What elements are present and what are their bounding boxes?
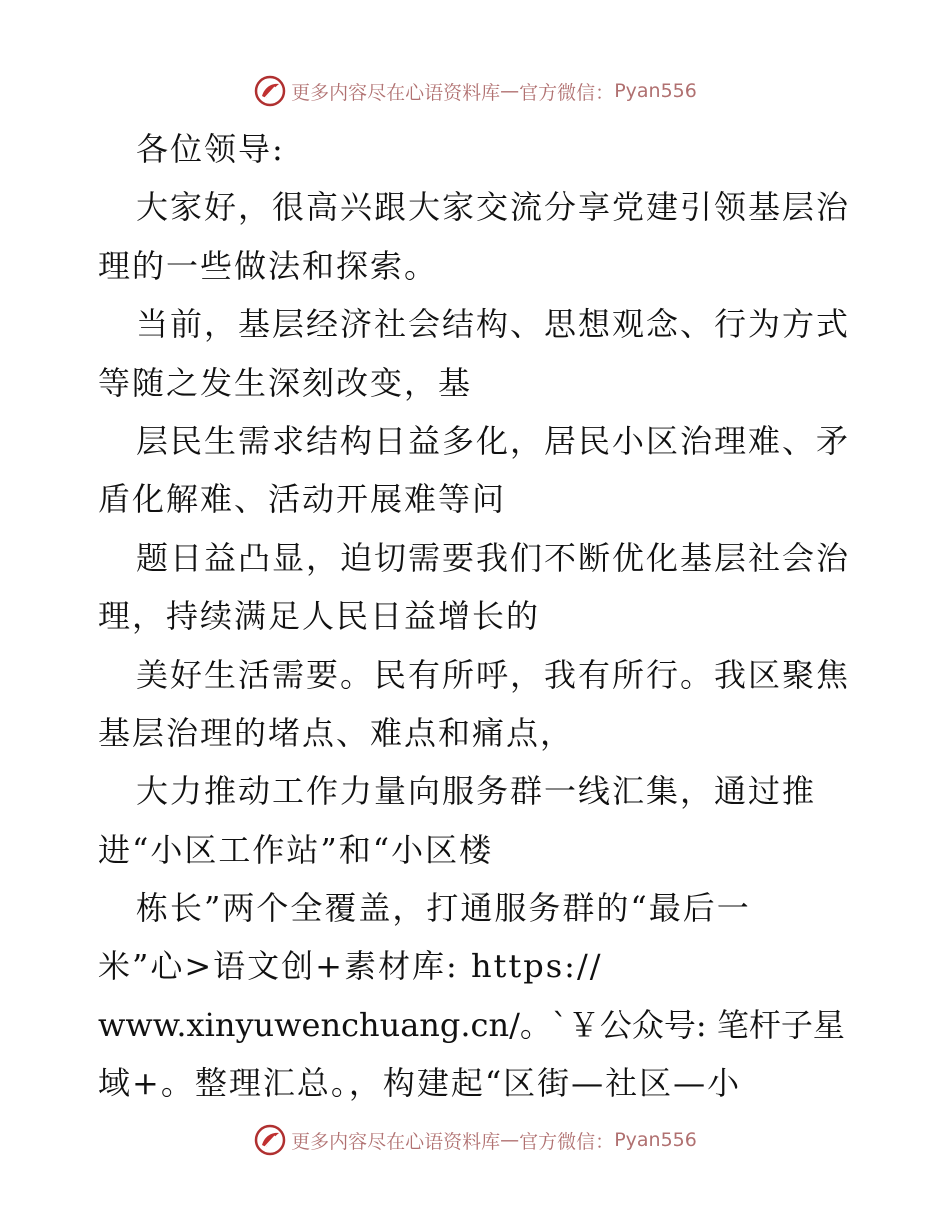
- text-line: 当前，基层经济社会结构、思想观念、行为方式: [136, 305, 851, 344]
- header-banner: [0, 71, 950, 111]
- banner-wechat-label: 官方微信：: [519, 81, 615, 104]
- banner-site-text: 更多内容尽在心语资料库: [291, 81, 501, 104]
- banner-wechat-label: 官方微信：: [519, 1130, 615, 1153]
- banner-wechat-id: Pyan556: [614, 80, 697, 102]
- document-body: [98, 120, 858, 1113]
- text-line: 大家好，很高兴跟大家交流分享党建引领基层治: [136, 188, 851, 227]
- banner-wechat-id: Pyan556: [614, 1129, 697, 1151]
- text-line: 域+。整理汇总。，构建起“区街—社区—小: [98, 1064, 742, 1103]
- text-line: www.xinyuwenchuang.cn/。`￥公众号: 笔杆子星: [98, 1005, 845, 1044]
- text-line: 各位领导:: [136, 130, 285, 168]
- text-line: 题日益凸显，迫切需要我们不断优化基层社会治: [136, 538, 851, 577]
- brand-logo-icon: [253, 1123, 287, 1157]
- banner-separator: —: [500, 80, 520, 102]
- footer-banner: [0, 1120, 950, 1160]
- text-line: 栋长”两个全覆盖，打通服务群的“最后一: [136, 889, 751, 928]
- text-line: 米”心>语文创+素材库: https://: [98, 947, 603, 986]
- banner-separator: —: [500, 1129, 520, 1151]
- text-line: 盾化解难、活动开展难等问: [98, 480, 507, 519]
- text-line: 进“小区工作站”和“小区楼: [98, 830, 494, 869]
- text-line: 美好生活需要。民有所呼，我有所行。我区聚焦: [136, 655, 851, 694]
- text-line: 层民生需求结构日益多化，居民小区治理难、矛: [136, 421, 851, 460]
- text-line: 理，持续满足人民日益增长的: [98, 597, 541, 636]
- banner-site-text: 更多内容尽在心语资料库: [291, 1130, 501, 1153]
- brand-logo-icon: [253, 74, 287, 108]
- text-line: 大力推动工作力量向服务群一线汇集，通过推: [136, 772, 817, 811]
- text-line: 理的一些做法和探索。: [98, 246, 439, 285]
- text-line: 等随之发生深刻改变，基: [98, 363, 473, 402]
- text-line: 基层治理的堵点、难点和痛点，: [98, 713, 575, 752]
